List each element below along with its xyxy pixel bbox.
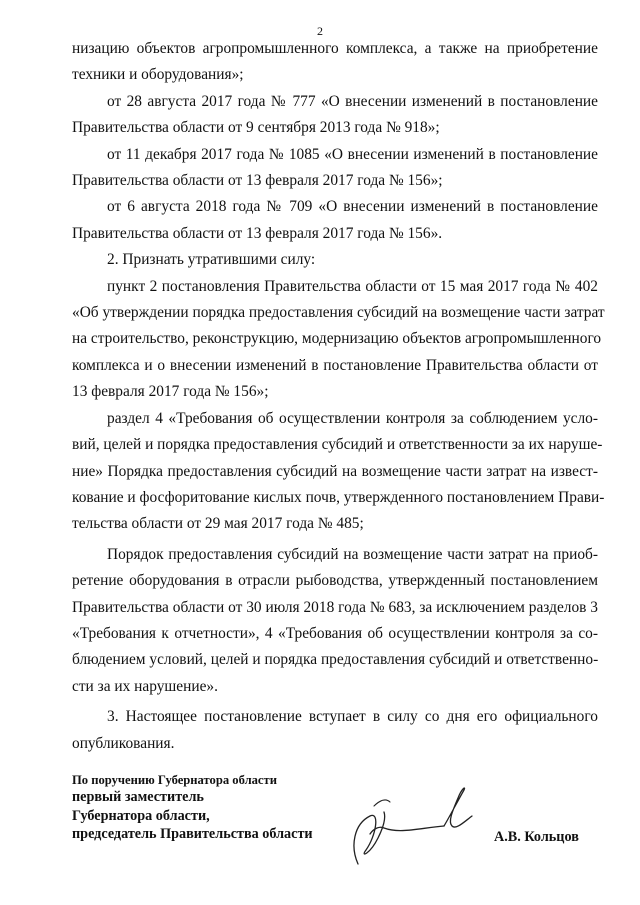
text-line: на строительство, реконструкцию, модернизацию объектов агропромышленного xyxy=(72,330,602,348)
position-line: Губернатора области, xyxy=(72,807,210,824)
text-line: 13 февраля 2017 года № 156»; xyxy=(72,383,269,401)
position-line: первый заместитель xyxy=(72,789,204,805)
text-line: низацию объектов агропромышленного комплекса, а также на приобретение xyxy=(72,40,598,57)
text-line: кование и фосфоритование кислых почв, утвержденного постановлением Прави- xyxy=(72,488,605,506)
text-line: Правительства области от 30 июля 2018 года № 683, за исключением разделов 3 xyxy=(72,598,598,616)
page-number: 2 xyxy=(317,24,323,38)
handwritten-signature xyxy=(340,776,490,876)
text-line: Правительства области от 9 сентября 2013 года № 918»; xyxy=(72,119,440,137)
text-line: от 11 декабря 2017 года № 1085 «О внесении изменений в постановление xyxy=(107,145,598,163)
text-line: Порядок предоставления субсидий на возмещение части затрат на приоб- xyxy=(107,545,598,563)
text-line: техники и оборудования»; xyxy=(72,66,244,84)
text-line: 2. Признать утратившими силу: xyxy=(107,251,316,269)
text-line: «Об утверждении порядка предоставления субсидий на возмещение части затрат xyxy=(72,304,605,322)
text-line: Правительства области от 13 февраля 2017 года № 156»; xyxy=(72,172,443,190)
text-line: тельства области от 29 мая 2017 года № 485; xyxy=(72,515,364,533)
text-line: 3. Настоящее постановление вступает в силу со дня его официального xyxy=(107,708,598,726)
signature-block xyxy=(72,772,313,844)
text-line: раздел 4 «Требования об осуществлении контроля за соблюдением усло- xyxy=(107,409,598,427)
text-line: пункт 2 постановления Правительства области от 15 мая 2017 года № 402 xyxy=(107,277,598,295)
text-line: опубликования. xyxy=(72,734,175,752)
document-body xyxy=(72,36,605,757)
text-line: Правительства области от 13 февраля 2017 года № 156». xyxy=(72,224,443,242)
text-line: блюдением условий, целей и порядка предоставления субсидий и ответственно- xyxy=(72,651,599,669)
text-line: «Требования к отчетности», 4 «Требования об осуществлении контроля за со- xyxy=(72,624,598,642)
text-line: ние» Порядка предоставления субсидий на возмещение части затрат на извест- xyxy=(72,462,598,480)
text-line: ретение оборудования в отрасли рыбоводства, утвержденный постановлением xyxy=(72,572,598,590)
position-line: председатель Правительства области xyxy=(72,826,313,843)
text-line: от 6 августа 2018 года № 709 «О внесении изменений в постановление xyxy=(107,198,598,216)
on-behalf-line: По поручению Губернатора области xyxy=(72,773,277,787)
text-line: сти за их нарушение». xyxy=(72,677,218,695)
text-line: от 28 августа 2017 года № 777 «О внесении изменений в постановление xyxy=(107,92,598,110)
signer-name: А.В. Кольцов xyxy=(494,829,579,845)
text-line: комплекса и о внесении изменений в постановление Правительства области от xyxy=(72,356,598,374)
text-line: вий, целей и порядка предоставления субсидий и ответственности за их наруше- xyxy=(72,436,603,454)
